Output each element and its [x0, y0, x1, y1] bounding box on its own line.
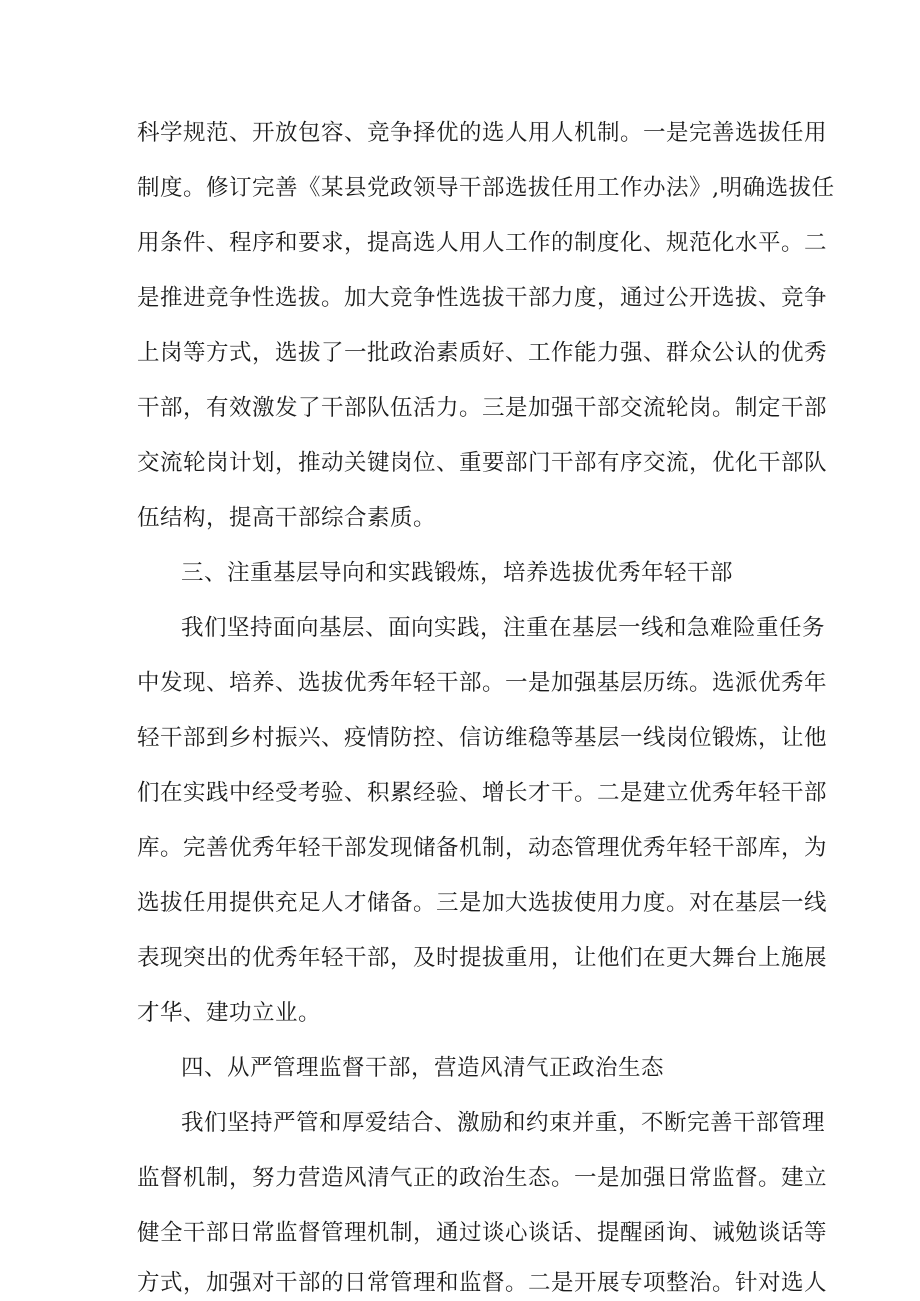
paragraph-line: 库。完善优秀年轻干部发现储备机制，动态管理优秀年轻干部库，为 — [137, 835, 828, 861]
paragraph-line: 中发现、培养、选拔优秀年轻干部。一是加强基层历练。选派优秀年 — [137, 670, 828, 696]
paragraph-line: 交流轮岗计划，推动关键岗位、重要部门干部有序交流，优化干部队 — [137, 450, 828, 476]
paragraph-line: 健全干部日常监督管理机制，通过谈心谈话、提醒函询、诫勉谈话等 — [137, 1220, 828, 1246]
paragraph-line: 干部，有效激发了干部队伍活力。三是加强干部交流轮岗。制定干部 — [137, 395, 828, 421]
paragraph-line: 们在实践中经受考验、积累经验、增长才干。二是建立优秀年轻干部 — [137, 780, 828, 806]
paragraph-line: 轻干部到乡村振兴、疫情防控、信访维稳等基层一线岗位锻炼，让他 — [137, 725, 828, 751]
paragraph-line: 上岗等方式，选拔了一批政治素质好、工作能力强、群众公认的优秀 — [137, 340, 828, 366]
paragraph-line: 我们坚持面向基层、面向实践，注重在基层一线和急难险重任务 — [181, 615, 826, 641]
paragraph-line: 才华、建功立业。 — [137, 1000, 322, 1026]
paragraph-line: 伍结构，提高干部综合素质。 — [137, 505, 437, 531]
paragraph-line: 我们坚持严管和厚爱结合、激励和约束并重，不断完善干部管理 — [181, 1110, 826, 1136]
paragraph-line: 表现突出的优秀年轻干部，及时提拔重用，让他们在更大舞台上施展 — [137, 945, 828, 971]
paragraph-line: 选拔任用提供充足人才储备。三是加大选拔使用力度。对在基层一线 — [137, 890, 828, 916]
section-heading: 三、注重基层导向和实践锻炼，培养选拔优秀年轻干部 — [181, 560, 734, 586]
paragraph-line: 是推进竞争性选拔。加大竞争性选拔干部力度，通过公开选拔、竞争 — [137, 285, 828, 311]
paragraph-line: 方式，加强对干部的日常管理和监督。二是开展专项整治。针对选人 — [137, 1270, 828, 1296]
paragraph-line: 科学规范、开放包容、竞争择优的选人用人机制。一是完善选拔任用 — [137, 120, 828, 146]
paragraph-line: 制度。修订完善《某县党政领导干部选拔任用工作办法》,明确选拔任 — [137, 175, 835, 201]
paragraph-line: 监督机制，努力营造风清气正的政治生态。一是加强日常监督。建立 — [137, 1165, 828, 1191]
paragraph-line: 用条件、程序和要求，提高选人用人工作的制度化、规范化水平。二 — [137, 230, 828, 256]
section-heading: 四、从严管理监督干部，营造风清气正政治生态 — [181, 1055, 665, 1081]
